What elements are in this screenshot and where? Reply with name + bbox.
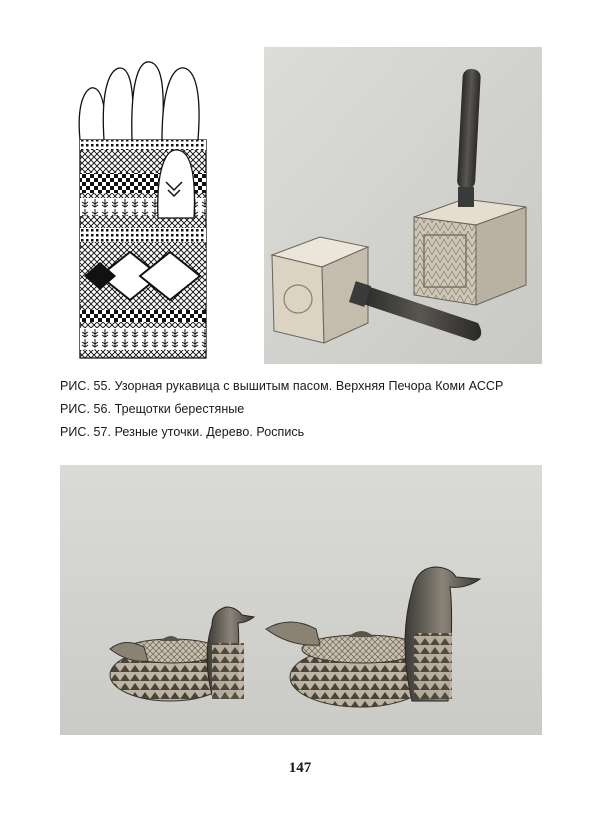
caption-block (60, 379, 550, 448)
figure-ducks-photo (60, 465, 542, 735)
caption-fig-57: РИС. 57. Резные уточки. Дерево. Роспись (60, 425, 305, 439)
caption-fig-56: РИС. 56. Трещотки берестяные (60, 402, 245, 416)
figure-mitten-drawing (70, 58, 220, 368)
figure-rattles-photo (264, 47, 542, 364)
mitten-illustration (70, 58, 220, 368)
ducks-illustration (60, 465, 542, 735)
rattles-illustration (264, 47, 542, 364)
caption-fig-55: РИС. 55. Узорная рукавица с вышитым пасом. Верхняя Печора Коми АССР (60, 379, 504, 393)
page-number: 147 (288, 760, 312, 776)
